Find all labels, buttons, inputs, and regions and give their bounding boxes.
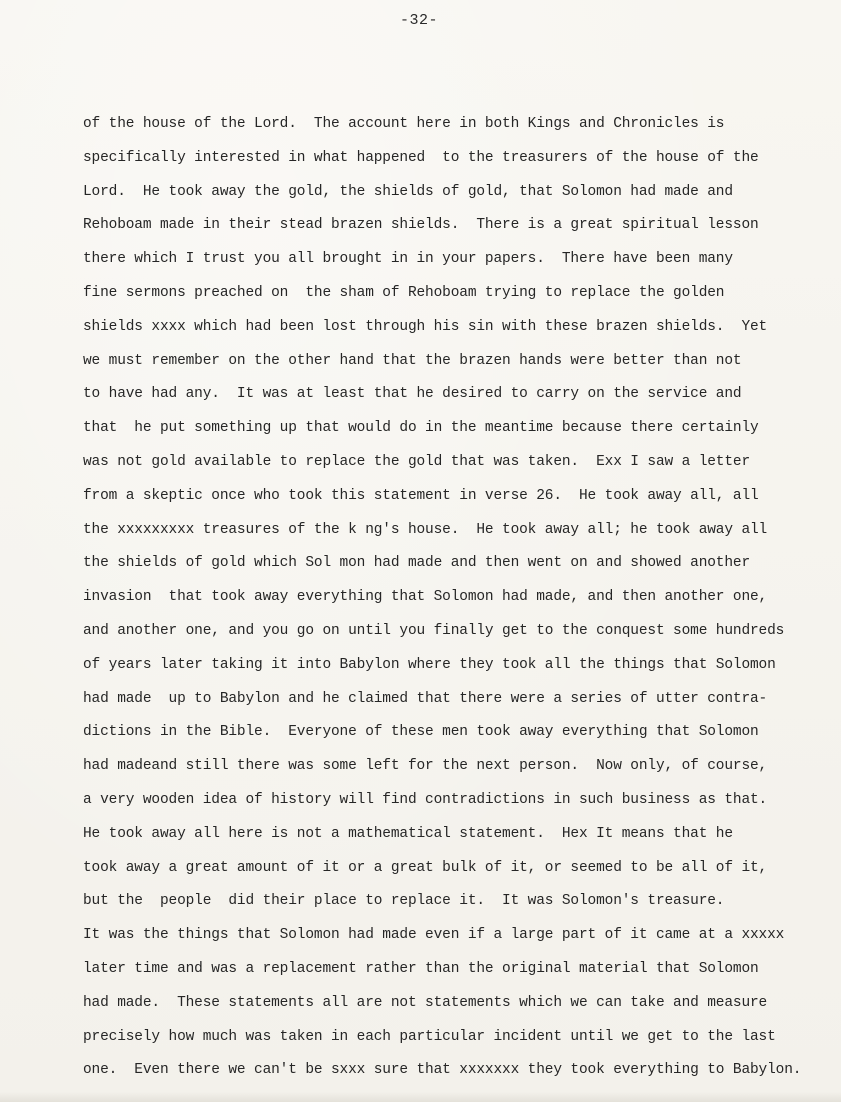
text-line: shields xxxx which had been lost through his sin with these brazen shields. Yet bbox=[83, 318, 768, 335]
page-number: -32- bbox=[400, 12, 439, 29]
text-line: of the house of the Lord. The account here in both Kings and Chronicles is bbox=[83, 116, 725, 132]
text-line: of years later taking it into Babylon where they took all the things that Solomon bbox=[83, 656, 776, 673]
text-line: was not gold available to replace the gold that was taken. Exx I saw a letter bbox=[83, 453, 751, 470]
text-line: but the people did their place to replace it. It was Solomon's treasure. bbox=[83, 893, 725, 910]
text-line: Lord. He took away the gold, the shields of gold, that Solomon had made and bbox=[83, 183, 733, 200]
text-line: He took away all here is not a mathematical statement. Hex It means that he bbox=[83, 825, 733, 842]
text-line: precisely how much was taken in each particular incident until we get to the last bbox=[83, 1028, 776, 1045]
text-line: Rehoboam made in their stead brazen shields. There is a great spiritual lesson bbox=[83, 217, 759, 234]
text-line: the shields of gold which Sol mon had made and then went on and showed another bbox=[83, 555, 751, 572]
text-line: had made. These statements all are not statements which we can take and measure bbox=[83, 994, 768, 1011]
text-line: to have had any. It was at least that he desired to carry on the service and bbox=[83, 386, 742, 403]
text-line: specifically interested in what happened to the treasurers of the house of the bbox=[83, 149, 759, 166]
text-line: It was the things that Solomon had made even if a large part of it came at a xxxxx bbox=[83, 927, 785, 944]
text-line: fine sermons preached on the sham of Rehoboam trying to replace the golden bbox=[83, 284, 725, 301]
text-line: had made up to Babylon and he claimed that there were a series of utter contra- bbox=[83, 690, 768, 707]
page-bottom-edge bbox=[0, 1092, 841, 1102]
text-line: from a skeptic once who took this statement in verse 26. He took away all, all bbox=[83, 487, 759, 504]
text-line: a very wooden idea of history will find contradictions in such business as that. bbox=[83, 791, 768, 808]
text-line: the xxxxxxxxx treasures of the k ng's house. He took away all; he took away all bbox=[83, 521, 768, 538]
text-line: there which I trust you all brought in in your papers. There have been many bbox=[83, 251, 733, 268]
text-line: invasion that took away everything that Solomon had made, and then another one, bbox=[83, 589, 768, 606]
text-line: took away a great amount of it or a great bulk of it, or seemed to be all of it, bbox=[83, 859, 768, 876]
text-line: we must remember on the other hand that the brazen hands were better than not bbox=[83, 352, 742, 369]
text-line: dictions in the Bible. Everyone of these men took away everything that Solomon bbox=[83, 724, 759, 741]
text-line: one. Even there we can't be sxxx sure that xxxxxxx they took everything to Babylon. bbox=[83, 1062, 802, 1079]
text-line: had madeand still there was some left for the next person. Now only, of course, bbox=[83, 758, 768, 775]
body-text bbox=[83, 112, 823, 1092]
text-line: and another one, and you go on until you finally get to the conquest some hundreds bbox=[83, 622, 785, 639]
text-line: that he put something up that would do in the meantime because there certainly bbox=[83, 420, 759, 437]
text-line: later time and was a replacement rather than the original material that Solomon bbox=[83, 960, 759, 977]
